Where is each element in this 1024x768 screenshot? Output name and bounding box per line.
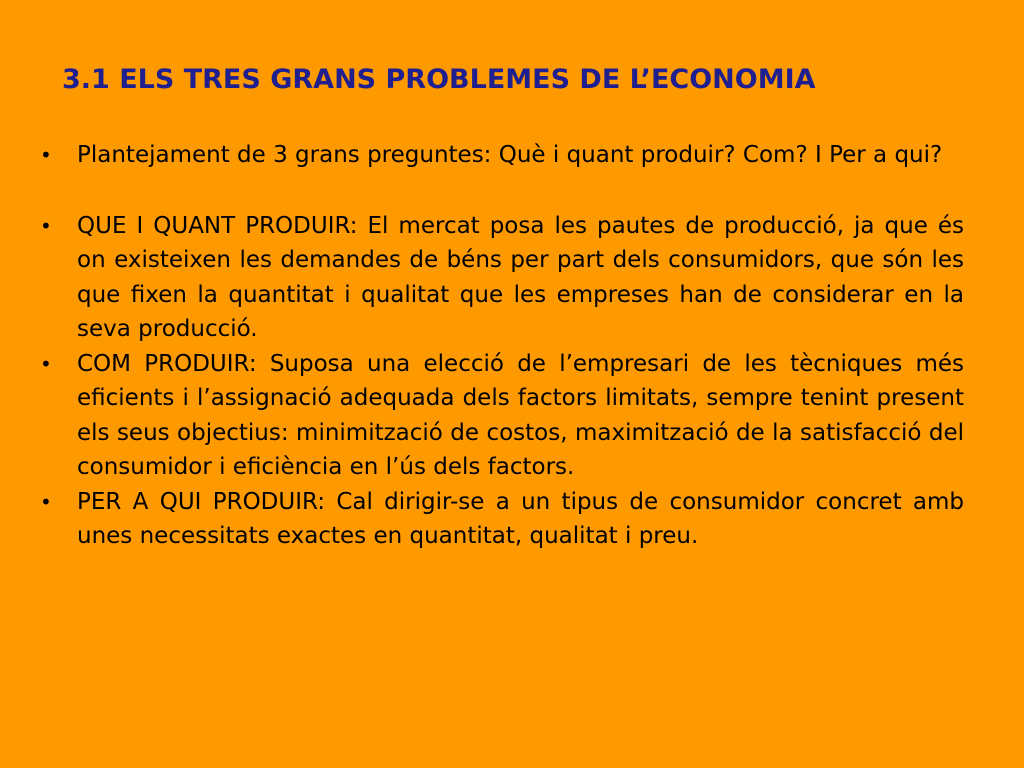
slide-title: 3.1 ELS TRES GRANS PROBLEMES DE L’ECONOMIA [62,64,816,95]
bullet-list [40,138,964,554]
bullet-text: COM PRODUIR: Suposa una elecció de l’empresari de les tècniques més eficients i l’assignació adequada dels factors limitats, sempre tenint present els seus objectius: minimització de costos, maximització de la satisfacció del consumidor i eficiència en l’ús dels factors. [77,350,964,480]
bullet-text: Plantejament de 3 grans preguntes: Què i quant produir? Com? I Per a qui? [77,142,943,168]
bullet-text: QUE I QUANT PRODUIR: El mercat posa les pautes de producció, ja que és on existeixen les demandes de béns per part dels consumidors, que són les que fixen la quantitat i qualitat que les empreses han de considerar en la seva producció. [77,212,964,342]
bullet-item-questions [40,138,964,173]
bullet-item-com-produir [40,347,964,485]
bullet-icon: • [40,351,52,376]
bullet-icon: • [40,213,52,238]
bullet-item-per-a-qui [40,485,964,554]
bullet-item-que-i-quant [40,209,964,347]
bullet-text: PER A QUI PRODUIR: Cal dirigir-se a un tipus de consumidor concret amb unes necessitats exactes en quantitat, qualitat i preu. [77,488,964,549]
bullet-icon: • [40,143,52,167]
bullet-icon: • [40,489,52,514]
